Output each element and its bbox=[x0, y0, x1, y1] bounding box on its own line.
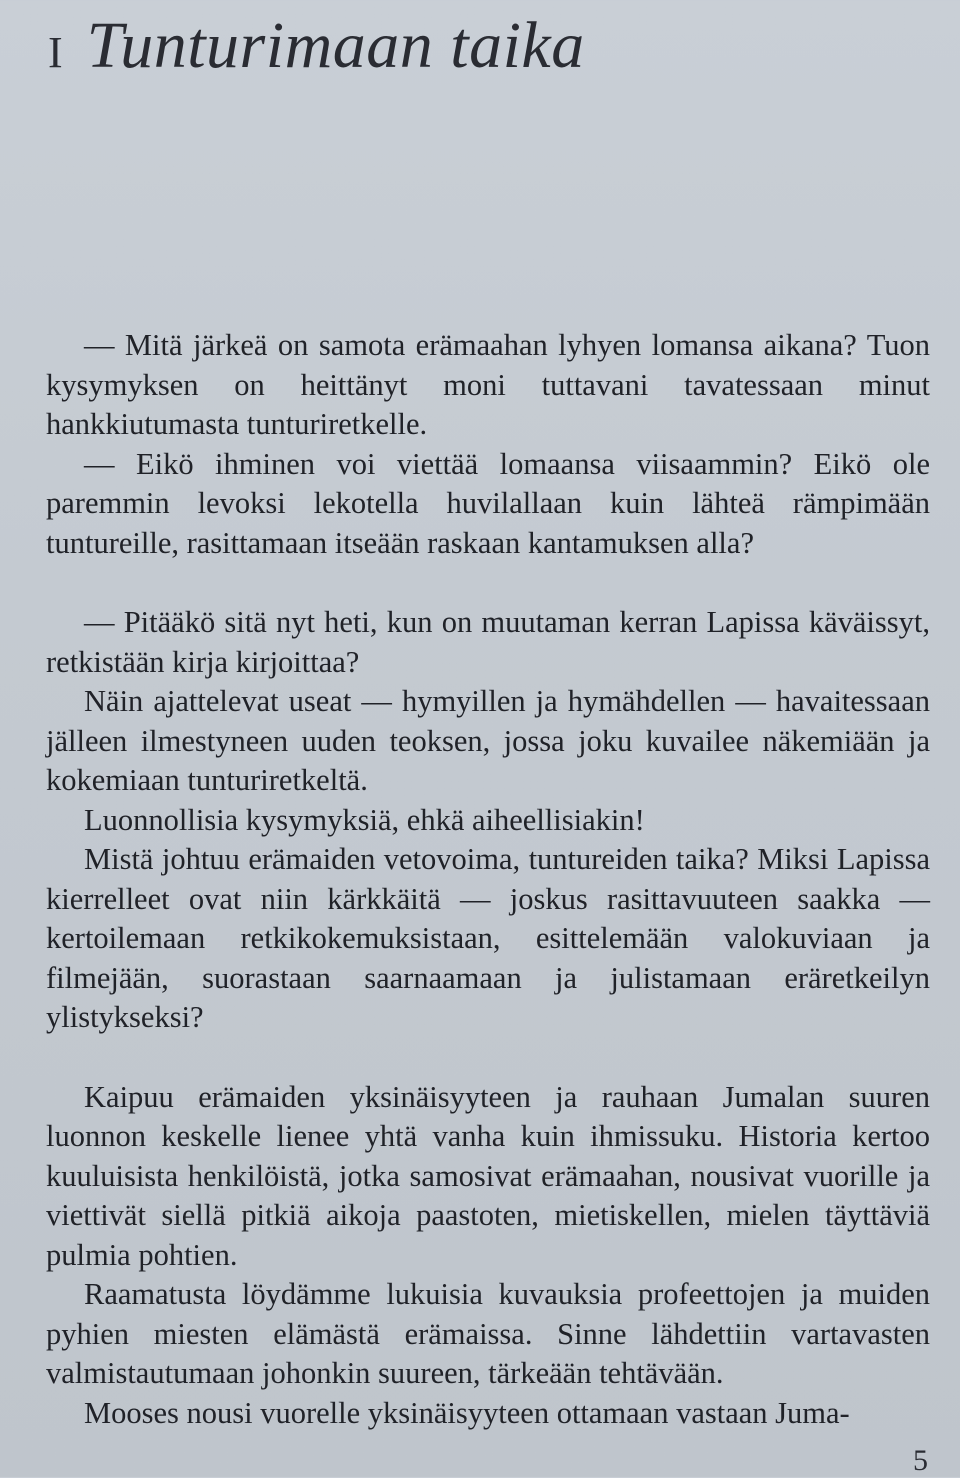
chapter-heading bbox=[48, 8, 928, 98]
page-number: 5 bbox=[913, 1444, 928, 1477]
paragraph-4: Näin ajattelevat useat — hymyillen ja hymähdellen — havaitessaan jälleen ilmestyneen uuden teoksen, jossa joku kuvailee näkemiään ja kokemiaan tunturiretkeltä. bbox=[46, 684, 930, 797]
paragraph-8: Raamatusta löydämme lukuisia kuvauksia profeettojen ja muiden pyhien miesten elämästä erämaissa. Sinne lähdettiin vartavasten valmistautumaan johonkin suureen, tärkeään tehtävään. bbox=[46, 1277, 930, 1390]
paragraph-9: Mooses nousi vuorelle yksinäisyyteen ottamaan vastaan Juma- bbox=[84, 1395, 850, 1430]
chapter-number: I bbox=[48, 28, 63, 77]
paragraph-1: — Mitä järkeä on samota erämaahan lyhyen lomansa aikana? Tuon kysymyksen on heittänyt moni tuttavani tavatessaan minut hankkiutumasta tunturiretkelle. bbox=[46, 328, 930, 441]
chapter-title: Tunturimaan taika bbox=[86, 9, 585, 82]
paragraph-2: — Eikö ihminen voi viettää lomaansa viisaammin? Eikö ole paremmin levoksi lekotella huvilallaan kuin lähteä rämpimään tuntureille, rasittamaan itseään raskaan kantamuksen alla? bbox=[46, 446, 930, 560]
paragraph-3: — Pitääkö sitä nyt heti, kun on muutaman kerran Lapissa käväissyt, retkistään kirja kirjoittaa? bbox=[46, 605, 930, 679]
paragraph-7: Kaipuu erämaiden yksinäisyyteen ja rauhaan Jumalan suuren luonnon keskelle lienee yhtä vanha kuin ihmissuku. Historia kertoo kuuluisista henkilöistä, jotka samosivat erämaahan, nousivat vuorille ja viettivät siellä pitkiä aikoja paastoten, mietiskellen, mielen täyttäviä pulmia pohtien. bbox=[46, 1079, 930, 1272]
paragraph-6: Mistä johtuu erämaiden vetovoima, tuntureiden taika? Miksi Lapissa kierrelleet ovat niin kärkkäitä — joskus rasittavuuteen saakka — kertoilemaan retkikokemuksistaan, esittelemään valokuviaan ja filmejään, suorastaan saarnaamaan ja julistamaan eräretkeilyn ylistykseksi? bbox=[46, 842, 930, 1034]
body-text bbox=[46, 326, 930, 1433]
paragraph-5: Luonnollisia kysymyksiä, ehkä aiheellisiakin! bbox=[84, 802, 645, 837]
